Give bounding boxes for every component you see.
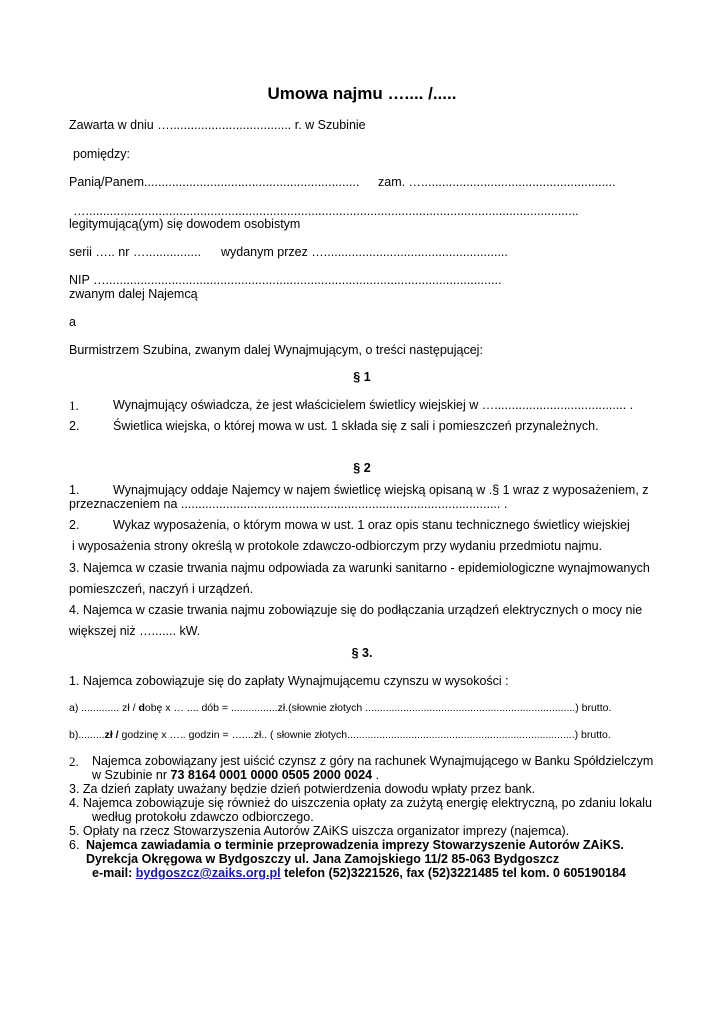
zawarta-line: Zawarta w dniu …................................... r. w Szubinie — [69, 118, 366, 132]
sec3-p4-line1: 4. Najemca zobowiązuje się również do uiszczenia opłaty za zużytą energię elektryczną, po zdaniu lokalu — [69, 796, 652, 810]
section-2-heading: § 2 — [353, 461, 371, 475]
a-line: a — [69, 315, 76, 329]
email-label: e-mail: — [92, 866, 136, 880]
zwanym-najemca-line: zwanym dalej Najemcą — [69, 287, 198, 301]
sec3-p1-text: 1. Najemca zobowiązuje się do zapłaty Wynajmującemu czynszu w wysokości : — [69, 674, 509, 688]
wydanym-field: wydanym przez …..................................................... — [221, 245, 508, 259]
sec3-p3-text: 3. Za dzień zapłaty uważany będzie dzień potwierdzenia dowodu wpłaty przez bank. — [69, 782, 536, 796]
sec3-option-b — [69, 728, 611, 743]
sec2-p3-line1: 3. Najemca w czasie trwania najmu odpowiada za warunki sanitarno - epidemiologiczne wynajmowanych — [69, 561, 650, 575]
sec3-p5-text: 5. Opłaty na rzecz Stowarzyszenia Autorów ZAiKS uiszcza organizator imprezy (najemca). — [69, 824, 570, 838]
pomiedzy-line: pomiędzy: — [73, 147, 130, 161]
sec3-p2-line1: Najemca zobowiązany jest uiścić czynsz z góry na rachunek Wynajmującego w Banku Spółdzielczym — [92, 754, 654, 768]
sec3-p6-line2: Dyrekcja Okręgowa w Bydgoszczy ul. Jana Zamojskiego 11/2 85-063 Bydgoszcz — [86, 852, 560, 866]
sec2-p4-line2: większej niż …....... kW. — [69, 624, 201, 638]
sec3-p6-number: 6. — [69, 838, 80, 852]
document-title: Umowa najmu ….... /..... — [267, 84, 457, 103]
sec2-p1-line2: przeznaczeniem na ............................................................................................ . — [69, 497, 508, 511]
p2-line2-prefix: w Szubinie nr — [92, 768, 171, 782]
sec2-p4-line1: 4. Najemca w czasie trwania najmu zobowiązuje się do podłączania urządzeń elektrycznych o mocy nie — [69, 603, 643, 617]
burmistrz-line: Burmistrzem Szubina, zwanym dalej Wynajmującym, o treści następującej: — [69, 343, 483, 357]
sec3-p4-line2: według protokołu zdawczo odbiorczego. — [92, 810, 314, 824]
legitymujaca-line: legitymującą(ym) się dowodem osobistym — [69, 217, 301, 231]
option-b-prefix: b)......... — [69, 729, 105, 741]
sec2-p2-number: 2. — [69, 518, 80, 532]
nip-field: NIP ….................................................................................................................. — [69, 273, 502, 287]
sec2-p2-line1: Wykaz wyposażenia, o którym mowa w ust. 1 oraz opis stanu technicznego świetlicy wiejskiej — [113, 518, 630, 532]
sec2-p1-number: 1. — [69, 483, 80, 497]
address-dots-line: ….............................................................................................................................................. — [73, 204, 579, 218]
sec3-option-a — [69, 701, 611, 716]
sec1-p2-number: 2. — [69, 419, 80, 433]
phone-fax-info: telefon (52)3221526, fax (52)3221485 tel kom. 0 605190184 — [280, 866, 626, 880]
option-a-rest: obę x … .... dób = ................zł.(słownie złotych ........................................................................) brutto. — [144, 702, 612, 714]
option-b-rest: godzinę x ….. godzin = …....zł.. ( słownie złotych..............................................................................) brutto. — [118, 729, 611, 741]
sec3-p2-line2 — [92, 768, 379, 783]
zam-field: zam. …........................................................ — [378, 175, 616, 189]
sec1-p1-number: 1. — [69, 398, 79, 413]
sec3-p2-number: 2. — [69, 754, 79, 769]
sec1-p2-text: Świetlica wiejska, o której mowa w ust. 1 składa się z sali i pomieszczeń przynależnych. — [113, 419, 599, 433]
sec1-p1-text: Wynajmujący oświadcza, że jest właścicielem świetlicy wiejskiej w …...................................... . — [113, 398, 634, 412]
seria-nr-field: serii ….. nr …................ — [69, 245, 201, 259]
p2-line2-suffix: . — [372, 768, 380, 782]
pania-panem-field: Panią/Panem.............................................................. — [69, 175, 360, 189]
email-link[interactable]: bydgoszcz@zaiks.org.pl — [135, 866, 281, 880]
section-3-heading: § 3. — [351, 646, 373, 660]
sec2-p1-line1: Wynajmujący oddaje Najemcy w najem świetlicę wiejską opisaną w .§ 1 wraz z wyposażeniem, z — [113, 483, 649, 497]
option-a-bold-letter: d — [138, 702, 145, 714]
option-a-prefix: a) ............. zł / — [69, 702, 139, 714]
sec2-p2-line2: i wyposażenia strony określą w protokole zdawczo-odbiorczym przy wydaniu przedmiotu najmu. — [72, 539, 603, 553]
option-b-bold-unit: zł / — [104, 729, 119, 741]
sec3-p6-contact — [92, 866, 626, 881]
bank-account-number: 73 8164 0001 0000 0505 2000 0024 — [170, 768, 373, 782]
sec2-p3-line2: pomieszczeń, naczyń i urządzeń. — [69, 582, 254, 596]
sec3-p6-line1: Najemca zawiadamia o terminie przeprowadzenia imprezy Stowarzyszenie Autorów ZAiKS. — [86, 838, 624, 852]
section-1-heading: § 1 — [353, 370, 371, 384]
